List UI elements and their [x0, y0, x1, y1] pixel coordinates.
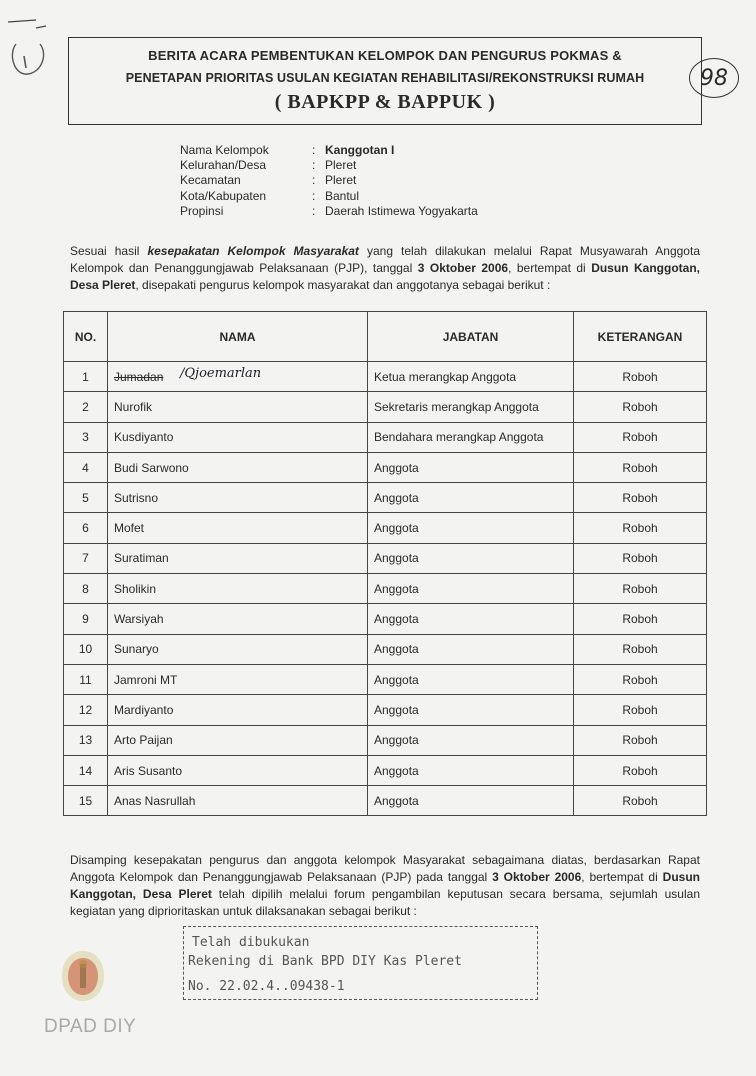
- para-text: , disepakati pengurus kelompok masyarakat dan anggotanya sebagai berikut :: [135, 278, 551, 292]
- cell-jabatan: Anggota: [368, 604, 574, 634]
- cell-jabatan: Bendahara merangkap Anggota: [368, 422, 574, 452]
- info-label: Kecamatan: [180, 173, 241, 188]
- cell-no: 5: [64, 483, 108, 513]
- cell-keterangan: Roboh: [574, 786, 707, 816]
- dpad-emblem-icon: [58, 948, 108, 1004]
- column-header-nama: NAMA: [108, 312, 368, 362]
- info-colon: :: [312, 203, 316, 218]
- handwritten-correction: /Qjoemarlan: [180, 366, 262, 381]
- cell-keterangan: Roboh: [574, 513, 707, 543]
- cell-no: 3: [64, 422, 108, 452]
- table-row: [64, 483, 707, 513]
- cell-keterangan: Roboh: [574, 574, 707, 604]
- cell-jabatan: Sekretaris merangkap Anggota: [368, 392, 574, 422]
- header-acronym: ( BAPKPP & BAPPUK ): [274, 91, 496, 113]
- member-name: Nurofik: [114, 399, 153, 414]
- cell-keterangan: Roboh: [574, 392, 707, 422]
- cell-nama: [108, 664, 368, 694]
- table-row: [64, 725, 707, 755]
- info-colon: :: [312, 173, 316, 188]
- para-location: Dusun Kanggotan, Desa Pleret: [70, 261, 700, 292]
- cell-jabatan: Anggota: [368, 695, 574, 725]
- cell-nama: [108, 543, 368, 573]
- intro-paragraph: [70, 243, 700, 294]
- cell-keterangan: Roboh: [574, 604, 707, 634]
- cell-jabatan: Anggota: [368, 664, 574, 694]
- cell-no: 13: [64, 725, 108, 755]
- handwritten-page-number: 98: [689, 58, 739, 98]
- cell-jabatan: Anggota: [368, 452, 574, 482]
- info-value: Bantul: [325, 188, 360, 203]
- cell-no: 4: [64, 452, 108, 482]
- cell-nama: [108, 392, 368, 422]
- table-row: [64, 664, 707, 694]
- para-date: 3 Oktober 2006: [492, 870, 582, 884]
- cell-no: 11: [64, 664, 108, 694]
- info-value: Pleret: [325, 158, 357, 173]
- cell-no: 12: [64, 695, 108, 725]
- member-name: Arto Paijan: [114, 733, 173, 748]
- stamp-line: No. 22.02.4..09438-1: [188, 979, 345, 994]
- cell-keterangan: Roboh: [574, 543, 707, 573]
- member-name: Kusdiyanto: [114, 430, 174, 445]
- cell-no: 10: [64, 634, 108, 664]
- info-row: [180, 204, 580, 219]
- cell-keterangan: Roboh: [574, 422, 707, 452]
- table-row: [64, 513, 707, 543]
- cell-nama: [108, 483, 368, 513]
- cell-nama: [108, 786, 368, 816]
- member-name: Aris Susanto: [114, 763, 183, 778]
- cell-jabatan: Anggota: [368, 513, 574, 543]
- cell-nama: [108, 362, 368, 392]
- stamp-line: Rekening di Bank BPD DIY Kas Pleret: [188, 954, 462, 969]
- cell-no: 15: [64, 786, 108, 816]
- table-row: [64, 634, 707, 664]
- cell-nama: [108, 452, 368, 482]
- info-row: [180, 158, 580, 173]
- info-row: [180, 189, 580, 204]
- info-row: [180, 173, 580, 188]
- cell-jabatan: Anggota: [368, 574, 574, 604]
- cell-no: 7: [64, 543, 108, 573]
- cell-keterangan: Roboh: [574, 452, 707, 482]
- member-name: Jumadan: [114, 369, 164, 384]
- info-label: Propinsi: [180, 203, 224, 218]
- watermark: DPAD DIY: [44, 1016, 137, 1037]
- bank-stamp: [183, 926, 538, 1000]
- para-date: 3 Oktober 2006: [417, 261, 509, 275]
- document-header: [68, 37, 702, 125]
- para-text: telah dipilih melalui forum pengambilan keputusan secara bersama, sejumlah usulan kegiatan yang diprioritaskan untuk dilaksanakan sebagai berikut :: [70, 887, 700, 918]
- column-header-jabatan: JABATAN: [368, 312, 574, 362]
- cell-nama: [108, 725, 368, 755]
- cell-keterangan: Roboh: [574, 725, 707, 755]
- info-colon: :: [312, 158, 316, 173]
- para-text: , bertempat di: [508, 261, 592, 275]
- table-header-row: [64, 312, 707, 362]
- member-name: Anas Nasrullah: [114, 793, 196, 808]
- cell-jabatan: Anggota: [368, 634, 574, 664]
- info-value: Kanggotan I: [325, 143, 395, 157]
- info-label: Kota/Kabupaten: [180, 188, 267, 203]
- header-title-line2: PENETAPAN PRIORITAS USULAN KEGIATAN REHABILITASI/REKONSTRUKSI RUMAH: [125, 71, 645, 85]
- column-header-no: NO.: [64, 312, 108, 362]
- cell-keterangan: Roboh: [574, 664, 707, 694]
- member-name: Mofet: [114, 521, 145, 536]
- member-name: Jamroni MT: [114, 672, 178, 687]
- cell-nama: [108, 755, 368, 785]
- cell-nama: [108, 634, 368, 664]
- table-row: [64, 543, 707, 573]
- cell-jabatan: Anggota: [368, 725, 574, 755]
- member-name: Sholikin: [114, 581, 157, 596]
- table-row: [64, 452, 707, 482]
- table-row: [64, 574, 707, 604]
- corner-annotation-mark: [6, 14, 50, 84]
- cell-jabatan: Ketua merangkap Anggota: [368, 362, 574, 392]
- para-text: yang telah dilakukan melalui Rapat Musyawarah Anggota Kelompok dan Penanggungjawab Pelaksanaan (PJP), tanggal: [70, 244, 700, 275]
- table-row: [64, 755, 707, 785]
- cell-no: 1: [64, 362, 108, 392]
- info-value: Daerah Istimewa Yogyakarta: [325, 203, 478, 218]
- cell-keterangan: Roboh: [574, 755, 707, 785]
- members-table: [63, 311, 707, 816]
- table-row: [64, 695, 707, 725]
- cell-no: 2: [64, 392, 108, 422]
- table-row: [64, 786, 707, 816]
- para-location: Dusun Kanggotan, Desa Pleret: [70, 870, 701, 901]
- cell-nama: [108, 422, 368, 452]
- cell-no: 9: [64, 604, 108, 634]
- header-title-line1: BERITA ACARA PEMBENTUKAN KELOMPOK DAN PENGURUS POKMAS &: [148, 48, 622, 63]
- member-name: Budi Sarwono: [114, 460, 189, 475]
- para-text: , bertempat di: [581, 870, 663, 884]
- cell-nama: [108, 513, 368, 543]
- cell-jabatan: Anggota: [368, 483, 574, 513]
- info-label: Nama Kelompok: [180, 143, 269, 157]
- member-name: Suratiman: [114, 551, 169, 566]
- cell-jabatan: Anggota: [368, 543, 574, 573]
- cell-keterangan: Roboh: [574, 695, 707, 725]
- para-text: Disamping kesepakatan pengurus dan anggota kelompok Masyarakat sebagaimana diatas, berdasarkan Rapat Anggota Kelompok dan Penanggungjawab Pelaksanaan (PJP) pada tanggal: [70, 853, 700, 884]
- info-label: Kelurahan/Desa: [180, 158, 267, 173]
- para-text: Sesuai hasil: [70, 244, 148, 258]
- member-name: Mardiyanto: [114, 702, 174, 717]
- member-name: Sunaryo: [114, 642, 159, 657]
- closing-paragraph: [70, 852, 700, 920]
- info-colon: :: [312, 143, 316, 157]
- table-row: [64, 422, 707, 452]
- cell-nama: [108, 574, 368, 604]
- cell-jabatan: Anggota: [368, 755, 574, 785]
- member-name: Warsiyah: [114, 612, 164, 627]
- table-row: [64, 392, 707, 422]
- info-value: Pleret: [325, 173, 357, 188]
- group-info: [180, 143, 580, 219]
- cell-keterangan: Roboh: [574, 483, 707, 513]
- cell-no: 14: [64, 755, 108, 785]
- cell-nama: [108, 695, 368, 725]
- cell-nama: [108, 604, 368, 634]
- cell-no: 8: [64, 574, 108, 604]
- table-row: [64, 604, 707, 634]
- cell-keterangan: Roboh: [574, 362, 707, 392]
- table-row: [64, 362, 707, 392]
- cell-jabatan: Anggota: [368, 786, 574, 816]
- cell-no: 6: [64, 513, 108, 543]
- para-emphasis: kesepakatan Kelompok Masyarakat: [147, 244, 359, 258]
- column-header-keterangan: KETERANGAN: [574, 312, 707, 362]
- stamp-line: Telah dibukukan: [192, 935, 310, 950]
- member-name: Sutrisno: [114, 490, 159, 505]
- cell-keterangan: Roboh: [574, 634, 707, 664]
- info-colon: :: [312, 188, 316, 203]
- info-row: [180, 143, 580, 158]
